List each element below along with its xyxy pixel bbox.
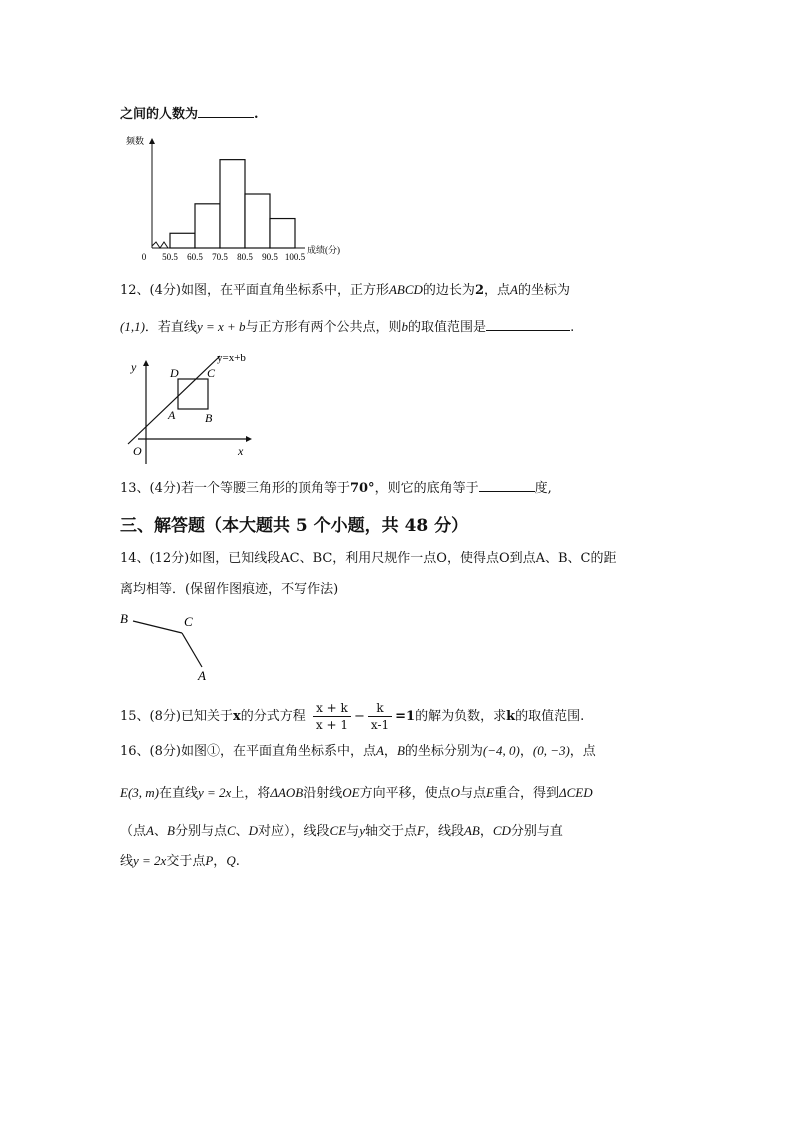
q11-text: 之间的人数为 . <box>120 104 259 124</box>
x-axis-arrow <box>246 436 252 442</box>
point-b-label: B <box>120 611 128 626</box>
x-tick-label: 60.5 <box>187 252 203 262</box>
histogram-chart <box>118 130 358 266</box>
chart-bars <box>170 160 295 248</box>
histogram-bar <box>170 233 195 248</box>
q16-line3: （点A、B分别与点C、D对应），线段CE与y轴交于点F，线段AB，CD分别与直 <box>120 823 563 839</box>
axis-break-mark <box>152 242 168 248</box>
y-axis-label: 频数 <box>126 136 145 146</box>
segment-bc <box>133 621 182 633</box>
q12-line2: (1,1)．若直线y = x + b与正方形有两个公共点，则b的取值范围是 . <box>120 319 575 335</box>
q16-line4: 线y = 2x交于点P，Q. <box>120 853 240 869</box>
line-label: y=x+b <box>217 352 246 364</box>
point-a-label: A <box>168 408 176 422</box>
x-tick-label: 50.5 <box>162 252 178 262</box>
origin-label: 0 <box>141 252 147 262</box>
section-title: 三、解答题（本大题共 5 个小题，共 48 分） <box>120 516 469 536</box>
point-c-label: C <box>184 614 193 629</box>
q16-line1: 16、(8分)如图①，在平面直角坐标系中，点A，B的坐标分别为(−4, 0)，(0, −3)，点 <box>120 743 596 759</box>
histogram-bar <box>270 219 295 248</box>
x-axis-label: x <box>238 444 244 458</box>
fraction-2: $\frac{k}{x-1}$ <box>368 700 392 733</box>
point-c-label: C <box>207 366 216 380</box>
origin-label: O <box>133 444 142 458</box>
y-axis-label: y <box>131 360 137 374</box>
q14-line2: 离均相等．(保留作图痕迹，不写作法) <box>120 582 339 597</box>
q16-line2: E(3, m)在直线y = 2x上，将ΔAOB沿射线OE方向平移，使点O与点E重合，得到ΔCED <box>120 785 593 801</box>
answer-blank[interactable] <box>479 478 535 492</box>
y-axis-arrow <box>149 138 155 144</box>
point-a-label: A <box>198 668 206 683</box>
x-axis-label: 成绩(分) <box>307 245 340 255</box>
x-tick-label: 80.5 <box>237 252 253 262</box>
square-abcd <box>178 379 208 409</box>
answer-blank[interactable] <box>198 104 254 118</box>
fraction-1: $\frac{x + k}{x + 1}$ <box>313 700 351 733</box>
histogram-bar <box>195 204 220 248</box>
answer-blank[interactable] <box>486 317 570 331</box>
q12-line1: 12、(4分)如图，在平面直角坐标系中，正方形ABCD的边长为2，点A的坐标为 <box>120 282 570 298</box>
y-axis-arrow <box>143 360 149 366</box>
histogram-bar <box>220 160 245 248</box>
point-d-label: D <box>170 366 179 380</box>
x-tick-label: 70.5 <box>212 252 228 262</box>
segment-ca <box>182 633 202 667</box>
q13-text: 13、(4分)若一个等腰三角形的顶角等于70°，则它的底角等于 度, <box>120 478 552 498</box>
point-b-label: B <box>205 411 213 425</box>
q15-text: 15、(8分)已知关于x的分式方程 $\frac{x + k}{x + 1}$ − $\frac{k}{x-1}$ =1的解为负数，求k的取值范围. <box>120 701 585 732</box>
q14-line1: 14、(12分)如图，已知线段AC、BC，利用尺规作一点O，使得点O到点A、B、C的距 <box>120 551 617 566</box>
fig12-coordinate-figure <box>120 352 260 467</box>
fig14-segments-figure <box>118 607 228 685</box>
histogram-bar <box>245 194 270 248</box>
x-tick-label: 100.5 <box>284 252 306 262</box>
x-tick-label: 90.5 <box>262 252 278 262</box>
